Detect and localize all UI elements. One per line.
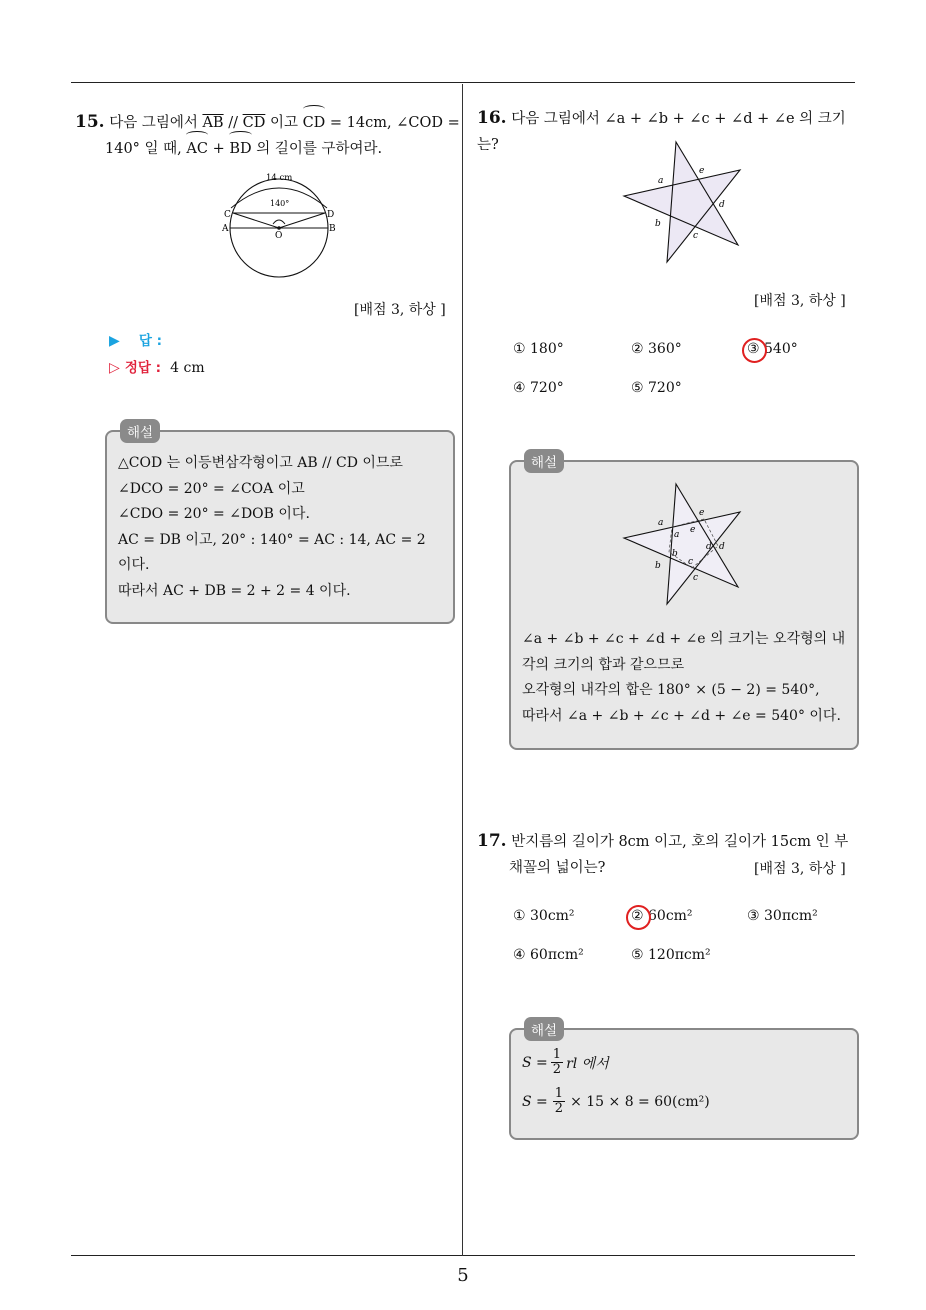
angle-d-label: d xyxy=(719,200,725,210)
q17-score: [배점 3, 하상 ] xyxy=(754,861,846,877)
arc-length-label: 14 cm xyxy=(266,173,293,183)
angle-d-inner-label: d xyxy=(706,542,712,552)
q16-option-4[interactable]: ④ 720° xyxy=(513,380,564,396)
page-number: 5 xyxy=(457,1265,469,1286)
point-b: B xyxy=(329,224,336,234)
q16-question: 16. 다음 그림에서 ∠a + ∠b + ∠c + ∠d + ∠e 의 크기는? xyxy=(477,108,846,153)
q15-correct-row xyxy=(109,356,205,376)
explanation-line: AC = DB 이고, 20° : 140° = AC : 14, AC = 2 xyxy=(118,531,426,548)
angle-e-inner-label: e xyxy=(690,525,696,535)
q16-selected-mark xyxy=(742,338,767,363)
point-c: C xyxy=(224,210,231,220)
q16-explanation-star-figure xyxy=(620,480,746,606)
q17-option-5[interactable]: ⑤ 120πcm² xyxy=(631,947,711,963)
q15-explanation xyxy=(118,451,448,604)
q16-option-2[interactable]: ② 360° xyxy=(631,341,682,357)
q15-answer-row xyxy=(109,329,162,349)
explanation-line: ∠a + ∠b + ∠c + ∠d + ∠e 의 크기는 오각형의 내 xyxy=(522,631,846,647)
angle-b-inner-label: b xyxy=(672,549,678,559)
angle-label: 140° xyxy=(270,199,290,208)
question-number: 16. xyxy=(477,108,507,128)
q17-explanation-line1: S = $\frac{1}{2}$ rl 에서 xyxy=(522,1047,609,1077)
q15-circle-figure xyxy=(218,166,344,280)
angle-a-inner-label: a xyxy=(674,530,680,540)
q16-option-5[interactable]: ⑤ 720° xyxy=(631,380,682,396)
point-d: D xyxy=(327,210,335,220)
arc-bd: BD xyxy=(229,136,251,162)
angle-b-label: b xyxy=(655,219,661,229)
bottom-rule xyxy=(71,1255,855,1256)
angle-e-label: e xyxy=(699,508,705,518)
explanation-line: 따라서 AC + DB = 2 + 2 = 4 이다. xyxy=(118,582,351,599)
q17-explanation-tag: 해설 xyxy=(524,1017,564,1041)
correct-value: 4 cm xyxy=(170,360,205,376)
column-divider xyxy=(462,84,463,1256)
q15-line1: 15. 다음 그림에서 $\overline{AB} // \overline{CD}$ 이고 CD = 14cm, ∠COD = xyxy=(75,109,460,136)
fraction: $\frac{1}{2}$ xyxy=(552,1047,562,1077)
arc-ac: AC xyxy=(186,136,208,162)
top-rule xyxy=(71,82,855,83)
question-number: 15. xyxy=(75,112,105,132)
q16-option-3[interactable]: ③ 540° xyxy=(747,341,798,357)
angle-c-inner-label: c xyxy=(688,557,694,567)
q16-explanation-tag: 해설 xyxy=(524,449,564,473)
angle-e-label: e xyxy=(699,166,705,176)
angle-c-label: c xyxy=(693,231,699,241)
angle-d-label: d xyxy=(719,542,725,552)
q17-explanation-box xyxy=(509,1028,859,1140)
q17-option-3[interactable]: ③ 30πcm² xyxy=(747,908,818,924)
q17-option-1[interactable]: ① 30cm² xyxy=(513,908,575,924)
correct-label: 정답 : xyxy=(124,360,162,376)
answer-triangle-icon: ▶ xyxy=(109,333,120,349)
q16-star-figure xyxy=(620,138,746,264)
explanation-line: 오각형의 내각의 합은 180° × (5 − 2) = 540°, xyxy=(522,682,820,698)
q16-score: [배점 3, 하상 ] xyxy=(754,293,846,309)
angle-a-label: a xyxy=(658,518,664,528)
q15-explanation-tag: 해설 xyxy=(120,419,160,443)
q17-option-2[interactable]: ② 60cm² xyxy=(631,908,693,924)
segment-cd: $\overline{CD}$ xyxy=(242,115,266,131)
angle-b-label: b xyxy=(655,561,661,571)
q17-explanation-line2: S = $\frac{1}{2}$ × 15 × 8 = 60(cm²) xyxy=(522,1086,710,1116)
point-o: O xyxy=(275,231,283,241)
explanation-line: 각의 크기의 합과 같으므로 xyxy=(522,656,685,673)
answer-label: 답 : xyxy=(138,333,163,349)
q15-score: [배점 3, 하상 ] xyxy=(354,302,446,318)
q15-line2: 140° 일 때, AC + BD 의 길이를 구하여라. xyxy=(105,136,465,162)
correct-triangle-icon: ▷ xyxy=(109,360,120,376)
explanation-line: 이다. xyxy=(118,557,150,573)
point-a: A xyxy=(222,224,229,234)
explanation-line: 따라서 ∠a + ∠b + ∠c + ∠d + ∠e = 540° 이다. xyxy=(522,707,841,724)
q17-line1: 17. 반지름의 길이가 8cm 이고, 호의 길이가 15cm 인 부 xyxy=(477,831,849,851)
arc-cd: CD xyxy=(303,110,326,136)
q16-option-1[interactable]: ① 180° xyxy=(513,341,564,357)
explanation-line: ∠CDO = 20° = ∠DOB 이다. xyxy=(118,506,310,522)
segment-ab: $\overline{AB}$ xyxy=(202,115,224,131)
explanation-line: △COD 는 이등변삼각형이고 AB // CD 이므로 xyxy=(118,455,403,471)
q17-option-4[interactable]: ④ 60πcm² xyxy=(513,947,584,963)
q17-selected-mark xyxy=(626,905,651,930)
explanation-line: ∠DCO = 20° = ∠COA 이고 xyxy=(118,480,305,497)
question-number: 17. xyxy=(477,831,507,851)
fraction: $\frac{1}{2}$ xyxy=(554,1086,564,1116)
q16-explanation xyxy=(522,627,852,729)
q17-line2: 채꼴의 넓이는? xyxy=(509,860,606,876)
angle-a-label: a xyxy=(658,176,664,186)
angle-c-label: c xyxy=(693,573,699,583)
